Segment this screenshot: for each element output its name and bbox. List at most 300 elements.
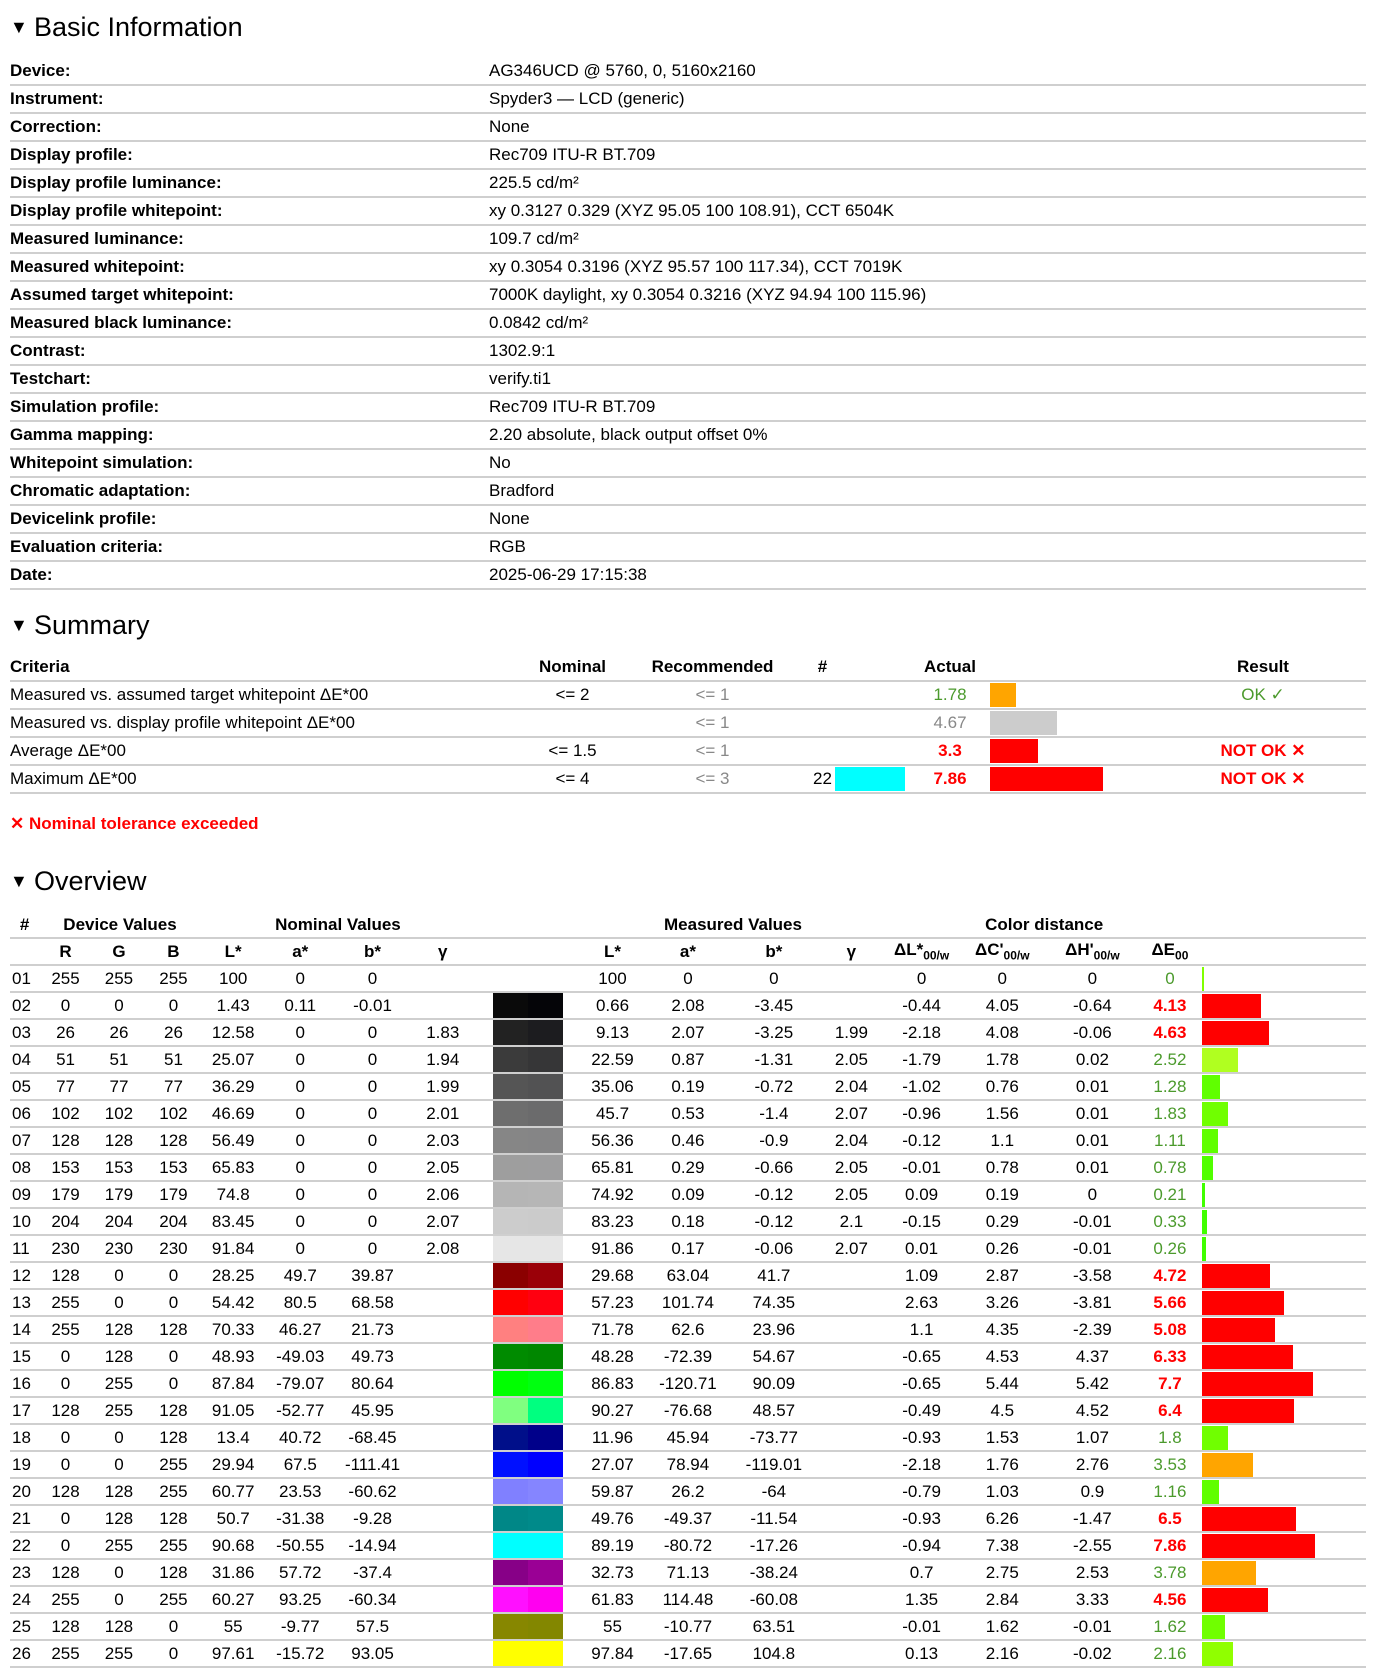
col-b: B: [146, 938, 200, 965]
cell-dc: 1.53: [957, 1424, 1047, 1451]
info-row: [10, 281, 1366, 309]
info-value: 1302.9:1: [489, 337, 1366, 365]
cell-nl: 1.43: [201, 992, 266, 1019]
cell-ng: [410, 1613, 475, 1640]
cell-dh: -0.01: [1047, 1613, 1137, 1640]
cell-mb: -38.24: [731, 1559, 817, 1586]
cell-dh: 0.9: [1047, 1478, 1137, 1505]
cell-dc: 4.05: [957, 992, 1047, 1019]
color-swatch: [475, 1370, 580, 1397]
info-key: Measured whitepoint:: [10, 253, 489, 281]
info-row: [10, 533, 1366, 561]
cell-ml: 74.92: [580, 1181, 645, 1208]
cell-nl: 13.4: [201, 1424, 266, 1451]
cell-ml: 89.19: [580, 1532, 645, 1559]
cell-r: 179: [39, 1181, 91, 1208]
cell-dh: -1.47: [1047, 1505, 1137, 1532]
cell-dl: 1.1: [886, 1316, 957, 1343]
nominal-color: [493, 993, 528, 1018]
summary-row: [10, 709, 1366, 737]
delta-h-label: ΔH': [1065, 940, 1094, 960]
cell-dl: -0.12: [886, 1127, 957, 1154]
cell-dc: 1.1: [957, 1127, 1047, 1154]
measured-color: [528, 1479, 563, 1504]
delta-e-label: ΔE: [1151, 940, 1176, 960]
recommended-value: <= 3: [615, 765, 810, 793]
nominal-color: [493, 1182, 528, 1207]
cell-dc: 4.35: [957, 1316, 1047, 1343]
cell-ml: 22.59: [580, 1046, 645, 1073]
info-value: Spyder3 — LCD (generic): [489, 85, 1366, 113]
measured-color: [528, 1398, 563, 1423]
delta-e-value: 0.21: [1137, 1181, 1202, 1208]
info-key: Instrument:: [10, 85, 489, 113]
delta-l-sub: 00/w: [923, 948, 950, 963]
cell-r: 77: [39, 1073, 91, 1100]
cell-na: -31.38: [266, 1505, 335, 1532]
cell-na: 0: [266, 965, 335, 992]
cell-dh: -0.01: [1047, 1235, 1137, 1262]
cell-b: 255: [146, 1478, 200, 1505]
delta-e-value: 5.08: [1137, 1316, 1202, 1343]
measured-color: [528, 1263, 563, 1288]
color-swatch: [475, 1316, 580, 1343]
cell-mg: 1.99: [817, 1019, 886, 1046]
cell-mb: -1.31: [731, 1046, 817, 1073]
delta-e-value: 2.16: [1137, 1640, 1202, 1667]
cell-dc: 5.44: [957, 1370, 1047, 1397]
cell-b: 0: [146, 1262, 200, 1289]
cell-g: 255: [92, 1640, 146, 1667]
overview-row: [10, 1505, 1366, 1532]
overview-heading[interactable]: [10, 862, 1366, 900]
cell-g: 179: [92, 1181, 146, 1208]
info-row: [10, 58, 1366, 85]
cell-nl: 91.05: [201, 1397, 266, 1424]
info-value: verify.ti1: [489, 365, 1366, 393]
cell-b: 128: [146, 1559, 200, 1586]
cell-dl: 1.35: [886, 1586, 957, 1613]
cell-dl: 2.63: [886, 1289, 957, 1316]
cell-nb: 21.73: [335, 1316, 410, 1343]
cell-nl: 29.94: [201, 1451, 266, 1478]
info-row: [10, 309, 1366, 337]
cell-dc: 2.75: [957, 1559, 1047, 1586]
cell-nb: 80.64: [335, 1370, 410, 1397]
col-nominal: Nominal: [530, 654, 615, 681]
cell-dh: 0.01: [1047, 1127, 1137, 1154]
cell-na: 0: [266, 1127, 335, 1154]
color-swatch: [475, 1451, 580, 1478]
measured-color: [528, 1317, 563, 1342]
cell-ma: 71.13: [645, 1559, 731, 1586]
cell-dh: 0: [1047, 965, 1137, 992]
info-row: [10, 421, 1366, 449]
cell-na: 57.72: [266, 1559, 335, 1586]
col-swatch: [475, 938, 580, 965]
cell-nl: 65.83: [201, 1154, 266, 1181]
col-count-swatch: [835, 654, 910, 681]
cell-dl: -0.96: [886, 1100, 957, 1127]
cell-dl: 0: [886, 965, 957, 992]
cell-mg: [817, 1397, 886, 1424]
cell-ml: 45.7: [580, 1100, 645, 1127]
cell-g: 255: [92, 1370, 146, 1397]
cell-dl: 0.7: [886, 1559, 957, 1586]
cell-r: 255: [39, 1316, 91, 1343]
cell-ng: [410, 1451, 475, 1478]
color-swatch: [475, 1073, 580, 1100]
overview-row: [10, 1343, 1366, 1370]
summary-heading[interactable]: [10, 606, 1366, 644]
count-swatch: [835, 765, 910, 793]
cell-mb: -64: [731, 1478, 817, 1505]
cell-mg: 2.07: [817, 1235, 886, 1262]
patch-number: 21: [10, 1505, 39, 1532]
cell-ma: 0.29: [645, 1154, 731, 1181]
overview-row: [10, 1181, 1366, 1208]
cell-ml: 27.07: [580, 1451, 645, 1478]
group-measured-values: Measured Values: [580, 912, 886, 938]
cell-mb: -0.12: [731, 1181, 817, 1208]
cell-g: 128: [92, 1478, 146, 1505]
cell-na: 0: [266, 1100, 335, 1127]
col-measured-l: L*: [580, 938, 645, 965]
collapse-triangle-icon[interactable]: ▼: [10, 17, 28, 37]
cell-g: 128: [92, 1343, 146, 1370]
col-measured-gamma: γ: [817, 938, 886, 965]
col-bar: [1202, 938, 1366, 965]
cell-g: 153: [92, 1154, 146, 1181]
patch-number: 02: [10, 992, 39, 1019]
cell-dh: 4.37: [1047, 1343, 1137, 1370]
cell-b: 77: [146, 1073, 200, 1100]
cell-ma: 2.07: [645, 1019, 731, 1046]
cell-na: 67.5: [266, 1451, 335, 1478]
delta-e-bar: [1202, 1478, 1366, 1505]
nominal-color: [493, 1020, 528, 1045]
info-key: Date:: [10, 561, 489, 589]
cell-ml: 57.23: [580, 1289, 645, 1316]
overview-row: [10, 1451, 1366, 1478]
patch-number: 05: [10, 1073, 39, 1100]
cell-nb: 0: [335, 1181, 410, 1208]
cell-b: 255: [146, 965, 200, 992]
cell-dh: -3.58: [1047, 1262, 1137, 1289]
info-row: [10, 561, 1366, 589]
cell-nl: 55: [201, 1613, 266, 1640]
cell-ml: 49.76: [580, 1505, 645, 1532]
cell-g: 0: [92, 992, 146, 1019]
cell-mg: [817, 1451, 886, 1478]
cell-ma: 62.6: [645, 1316, 731, 1343]
cell-dc: 1.56: [957, 1100, 1047, 1127]
patch-number: 11: [10, 1235, 39, 1262]
cell-na: -49.03: [266, 1343, 335, 1370]
collapse-triangle-icon[interactable]: ▼: [10, 871, 28, 891]
info-key: Display profile luminance:: [10, 169, 489, 197]
cell-r: 230: [39, 1235, 91, 1262]
cell-r: 128: [39, 1613, 91, 1640]
col-num: #: [10, 912, 39, 938]
measured-color: [528, 1614, 563, 1639]
cell-dl: 0.13: [886, 1640, 957, 1667]
nominal-color: [493, 1236, 528, 1261]
cell-mb: 23.96: [731, 1316, 817, 1343]
info-value: Bradford: [489, 477, 1366, 505]
cell-dl: 0.01: [886, 1235, 957, 1262]
cell-dl: 0.09: [886, 1181, 957, 1208]
patch-number: 17: [10, 1397, 39, 1424]
delta-e-value: 6.5: [1137, 1505, 1202, 1532]
cell-mg: 2.05: [817, 1181, 886, 1208]
cell-ng: [410, 1397, 475, 1424]
summary-table: [10, 654, 1366, 794]
col-delta-e: [1137, 938, 1202, 965]
nominal-value: <= 4: [530, 765, 615, 793]
actual-bar: [990, 709, 1160, 737]
cell-na: 0: [266, 1046, 335, 1073]
cell-nb: -0.01: [335, 992, 410, 1019]
cell-ma: 2.08: [645, 992, 731, 1019]
cell-b: 26: [146, 1019, 200, 1046]
collapse-triangle-icon[interactable]: ▼: [10, 615, 28, 635]
summary-row: [10, 737, 1366, 765]
cell-ng: [410, 992, 475, 1019]
cell-mg: [817, 1370, 886, 1397]
measured-color: [528, 966, 563, 991]
actual-value: 3.3: [910, 737, 990, 765]
tolerance-warning: ✕ Nominal tolerance exceeded: [10, 814, 259, 833]
cell-nl: 97.61: [201, 1640, 266, 1667]
cell-b: 128: [146, 1316, 200, 1343]
info-row: [10, 85, 1366, 113]
cell-b: 102: [146, 1100, 200, 1127]
nominal-color: [493, 1641, 528, 1666]
cell-r: 0: [39, 1370, 91, 1397]
measured-color: [528, 1587, 563, 1612]
cell-ng: [410, 1424, 475, 1451]
cell-dc: 7.38: [957, 1532, 1047, 1559]
cell-ma: 26.2: [645, 1478, 731, 1505]
info-key: Devicelink profile:: [10, 505, 489, 533]
color-swatch: [475, 992, 580, 1019]
group-device-values: Device Values: [39, 912, 200, 938]
cell-ml: 56.36: [580, 1127, 645, 1154]
cell-dc: 2.84: [957, 1586, 1047, 1613]
overview-row: [10, 1208, 1366, 1235]
info-value: 2.20 absolute, black output offset 0%: [489, 421, 1366, 449]
delta-e-value: 4.72: [1137, 1262, 1202, 1289]
cell-na: 0.11: [266, 992, 335, 1019]
cell-ng: [410, 1262, 475, 1289]
overview-row: [10, 1127, 1366, 1154]
cell-dc: 0.78: [957, 1154, 1047, 1181]
basic-info-title: Basic Information: [34, 12, 243, 42]
cell-r: 255: [39, 965, 91, 992]
info-value: RGB: [489, 533, 1366, 561]
result-status: NOT OK ✕: [1160, 737, 1366, 765]
cell-b: 0: [146, 1289, 200, 1316]
col-result: Result: [1160, 654, 1366, 681]
overview-row: [10, 1397, 1366, 1424]
recommended-value: <= 1: [615, 737, 810, 765]
cell-nb: 0: [335, 1073, 410, 1100]
delta-e-bar: [1202, 1316, 1366, 1343]
cell-ml: 9.13: [580, 1019, 645, 1046]
cell-b: 0: [146, 1640, 200, 1667]
cell-r: 128: [39, 1478, 91, 1505]
col-nominal-b: b*: [335, 938, 410, 965]
cell-b: 128: [146, 1127, 200, 1154]
nominal-color: [493, 1506, 528, 1531]
cell-mb: -119.01: [731, 1451, 817, 1478]
info-row: [10, 337, 1366, 365]
nominal-color: [493, 1344, 528, 1369]
info-key: Display profile:: [10, 141, 489, 169]
col-g: G: [92, 938, 146, 965]
delta-e-bar: [1202, 1235, 1366, 1262]
cell-r: 255: [39, 1640, 91, 1667]
cell-b: 128: [146, 1397, 200, 1424]
col-delta-l: [886, 938, 957, 965]
cell-ml: 65.81: [580, 1154, 645, 1181]
cell-dc: 4.5: [957, 1397, 1047, 1424]
patch-number: 26: [10, 1640, 39, 1667]
cell-nb: 0: [335, 1100, 410, 1127]
cell-ng: [410, 1532, 475, 1559]
cell-mg: [817, 1505, 886, 1532]
cell-dl: -2.18: [886, 1019, 957, 1046]
cell-ng: [410, 1289, 475, 1316]
cell-mb: 48.57: [731, 1397, 817, 1424]
cell-nb: -68.45: [335, 1424, 410, 1451]
info-row: [10, 253, 1366, 281]
cell-dc: 1.76: [957, 1451, 1047, 1478]
overview-row: [10, 1478, 1366, 1505]
color-swatch: [475, 1586, 580, 1613]
cell-ng: 2.06: [410, 1181, 475, 1208]
delta-e-value: 0.33: [1137, 1208, 1202, 1235]
info-value: 225.5 cd/m²: [489, 169, 1366, 197]
measured-color: [528, 1128, 563, 1153]
cell-mb: -0.72: [731, 1073, 817, 1100]
nominal-color: [493, 1290, 528, 1315]
cell-mb: -0.12: [731, 1208, 817, 1235]
cell-nb: 45.95: [335, 1397, 410, 1424]
delta-e-value: 3.53: [1137, 1451, 1202, 1478]
cell-dc: 1.78: [957, 1046, 1047, 1073]
cell-dh: 4.52: [1047, 1397, 1137, 1424]
overview-row: [10, 965, 1366, 992]
cell-nl: 83.45: [201, 1208, 266, 1235]
cell-ml: 83.23: [580, 1208, 645, 1235]
cell-dh: 3.33: [1047, 1586, 1137, 1613]
report-page: [10, 0, 1366, 1668]
result-status: NOT OK ✕: [1160, 765, 1366, 793]
cell-r: 128: [39, 1559, 91, 1586]
cell-ng: [410, 1559, 475, 1586]
cell-dc: 1.03: [957, 1478, 1047, 1505]
color-swatch: [475, 1154, 580, 1181]
color-swatch: [475, 1559, 580, 1586]
cell-dc: 0: [957, 965, 1047, 992]
nominal-color: [493, 1425, 528, 1450]
color-swatch: [475, 1397, 580, 1424]
cell-nl: 50.7: [201, 1505, 266, 1532]
measured-color: [528, 1209, 563, 1234]
patch-number: 15: [10, 1343, 39, 1370]
info-row: [10, 505, 1366, 533]
cell-dh: -0.01: [1047, 1208, 1137, 1235]
count-value: [810, 681, 835, 709]
cell-ml: 55: [580, 1613, 645, 1640]
cell-nl: 90.68: [201, 1532, 266, 1559]
cell-ng: [410, 1343, 475, 1370]
cell-na: 0: [266, 1181, 335, 1208]
info-key: Measured black luminance:: [10, 309, 489, 337]
cell-nb: 68.58: [335, 1289, 410, 1316]
cell-nl: 25.07: [201, 1046, 266, 1073]
overview-row: [10, 1154, 1366, 1181]
cell-nb: 93.05: [335, 1640, 410, 1667]
cell-ma: 101.74: [645, 1289, 731, 1316]
info-value: No: [489, 449, 1366, 477]
criteria-text: Average ΔE*00: [10, 737, 530, 765]
patch-number: 08: [10, 1154, 39, 1181]
measured-color: [528, 1182, 563, 1207]
cell-na: 93.25: [266, 1586, 335, 1613]
cell-g: 128: [92, 1613, 146, 1640]
cell-g: 230: [92, 1235, 146, 1262]
cell-ml: 90.27: [580, 1397, 645, 1424]
basic-info-heading[interactable]: [10, 8, 1366, 46]
cell-nl: 91.84: [201, 1235, 266, 1262]
cell-ng: 2.03: [410, 1127, 475, 1154]
color-swatch: [475, 1181, 580, 1208]
cell-dl: -0.93: [886, 1505, 957, 1532]
cell-ma: 45.94: [645, 1424, 731, 1451]
cell-dl: -0.01: [886, 1613, 957, 1640]
patch-number: 01: [10, 965, 39, 992]
actual-value: 1.78: [910, 681, 990, 709]
info-row: [10, 197, 1366, 225]
cell-g: 255: [92, 1397, 146, 1424]
cell-ma: -76.68: [645, 1397, 731, 1424]
criteria-text: Measured vs. display profile whitepoint ΔE*00: [10, 709, 530, 737]
nominal-color: [493, 1452, 528, 1477]
info-key: Measured luminance:: [10, 225, 489, 253]
cell-b: 179: [146, 1181, 200, 1208]
cell-mg: [817, 1316, 886, 1343]
cell-ma: -17.65: [645, 1640, 731, 1667]
cell-dh: 0.01: [1047, 1100, 1137, 1127]
delta-e-bar: [1202, 1073, 1366, 1100]
nominal-value: <= 2: [530, 681, 615, 709]
cell-dc: 4.53: [957, 1343, 1047, 1370]
delta-e-bar: [1202, 1019, 1366, 1046]
cell-dc: 3.26: [957, 1289, 1047, 1316]
count-swatch: [835, 681, 910, 709]
cell-nb: 0: [335, 1127, 410, 1154]
delta-e-value: 7.7: [1137, 1370, 1202, 1397]
delta-e-bar: [1202, 1424, 1366, 1451]
cell-dl: -1.02: [886, 1073, 957, 1100]
cell-ml: 59.87: [580, 1478, 645, 1505]
col-measured-a: a*: [645, 938, 731, 965]
info-key: Display profile whitepoint:: [10, 197, 489, 225]
cell-dh: 0.01: [1047, 1154, 1137, 1181]
